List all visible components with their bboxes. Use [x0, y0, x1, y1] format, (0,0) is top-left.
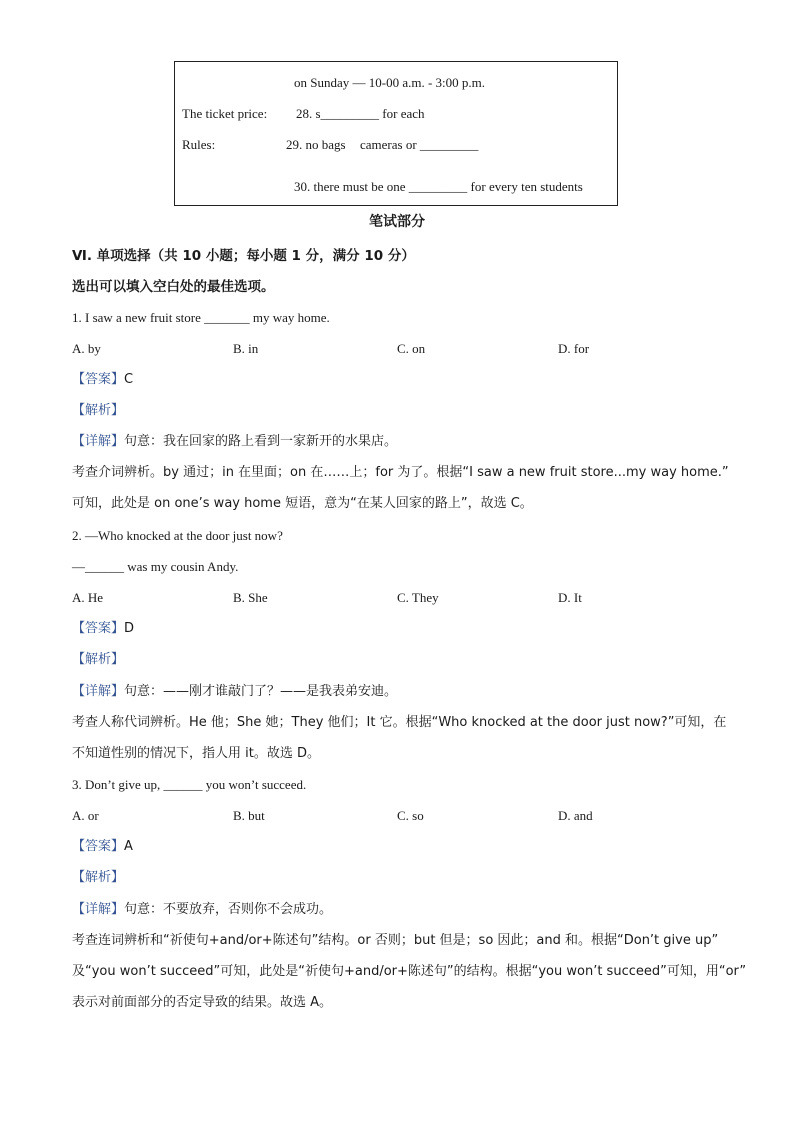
question-1-answer: [72, 372, 133, 388]
section-title: 笔试部分: [369, 214, 425, 230]
question-1-stem: 1. I saw a new fruit store _______ my way home.: [72, 310, 330, 325]
answer-label: 【答案】: [72, 372, 125, 387]
question-2-option-b: B. She: [233, 590, 268, 605]
question-2-stem: 2. —Who knocked at the door just now?: [72, 528, 283, 543]
detail-text: 句意：我在回家的路上看到一家新开的水果店。: [124, 434, 398, 449]
question-3-analysis-label: 【解析】: [72, 870, 125, 885]
answer-label: 【答案】: [72, 621, 125, 636]
question-1-explanation-line-1: 考查介词辨析。by 通过；in 在里面；on 在……上；for 为了。根据“I saw a new fruit store...my way home.”: [72, 465, 729, 480]
notice-time: on Sunday — 10-00 a.m. - 3:00 p.m.: [294, 75, 486, 90]
answer-value: A: [124, 839, 133, 854]
question-2-stem-reply: —______ was my cousin Andy.: [72, 559, 239, 574]
question-2-option-d: D. It: [558, 590, 582, 605]
detail-label: 【详解】: [72, 902, 125, 917]
question-2-option-c: C. They: [397, 590, 439, 605]
question-3-stem: 3. Don’t give up, ______ you won’t succeed.: [72, 777, 307, 792]
notice-price-label: The ticket price:: [182, 106, 268, 121]
answer-value: D: [124, 621, 135, 636]
question-2-analysis-label: 【解析】: [72, 652, 125, 667]
question-1-analysis-label: 【解析】: [72, 403, 125, 418]
question-1-explanation-line-2: 可知，此处是 on one’s way home 短语，意为“在某人回家的路上”，故选 C。: [72, 496, 533, 511]
detail-label: 【详解】: [72, 684, 125, 699]
question-1-option-d: D. for: [558, 341, 590, 356]
question-3-explanation-line-3: 表示对前面部分的否定导致的结果。故选 A。: [72, 995, 333, 1010]
detail-label: 【详解】: [72, 434, 125, 449]
question-3-answer: [72, 839, 133, 855]
question-2-explanation-line-2: 不知道性别的情况下，指人用 it。故选 D。: [72, 746, 320, 761]
part-heading: Ⅵ. 单项选择（共 10 小题；每小题 1 分，满分 10 分）: [72, 248, 415, 264]
notice-rule-29-cont: cameras or _________: [360, 137, 479, 152]
question-1-option-b: B. in: [233, 341, 259, 356]
notice-rule-30: 30. there must be one _________ for every ten students: [294, 179, 583, 194]
question-3-option-b: B. but: [233, 808, 265, 823]
notice-price-item: 28. s_________ for each: [296, 106, 425, 121]
question-1-detail: [72, 434, 397, 450]
question-1-option-a: A. by: [72, 341, 101, 356]
question-3-option-a: A. or: [72, 808, 99, 823]
notice-rules-label: Rules:: [182, 137, 216, 152]
question-3-explanation-line-1: 考查连词辨析和“祈使句+and/or+陈述句”结构。or 否则；but 但是；so 因此；and 和。根据“Don’t give up”: [72, 933, 719, 948]
question-3-explanation-line-2: 及“you won’t succeed”可知，此处是“祈使句+and/or+陈述句”的结构。根据“you won’t succeed”可知，用“or”: [72, 964, 747, 979]
detail-text: 句意：不要放弃，否则你不会成功。: [124, 902, 333, 917]
question-2-detail: [72, 684, 397, 700]
question-3-detail: [72, 902, 332, 918]
question-3-option-d: D. and: [558, 808, 593, 823]
answer-label: 【答案】: [72, 839, 125, 854]
question-2-option-a: A. He: [72, 590, 104, 605]
question-2-answer: [72, 621, 134, 637]
answer-value: C: [124, 372, 134, 387]
question-3-option-c: C. so: [397, 808, 424, 823]
question-2-explanation-line-1: 考查人称代词辨析。He 他；She 她；They 他们；It 它。根据“Who knocked at the door just now?”可知，在: [72, 715, 727, 730]
question-1-option-c: C. on: [397, 341, 426, 356]
part-instruction: 选出可以填入空白处的最佳选项。: [72, 279, 275, 295]
detail-text: 句意：——刚才谁敲门了？——是我表弟安迪。: [124, 684, 398, 699]
notice-rule-29: 29. no bags: [286, 137, 346, 152]
